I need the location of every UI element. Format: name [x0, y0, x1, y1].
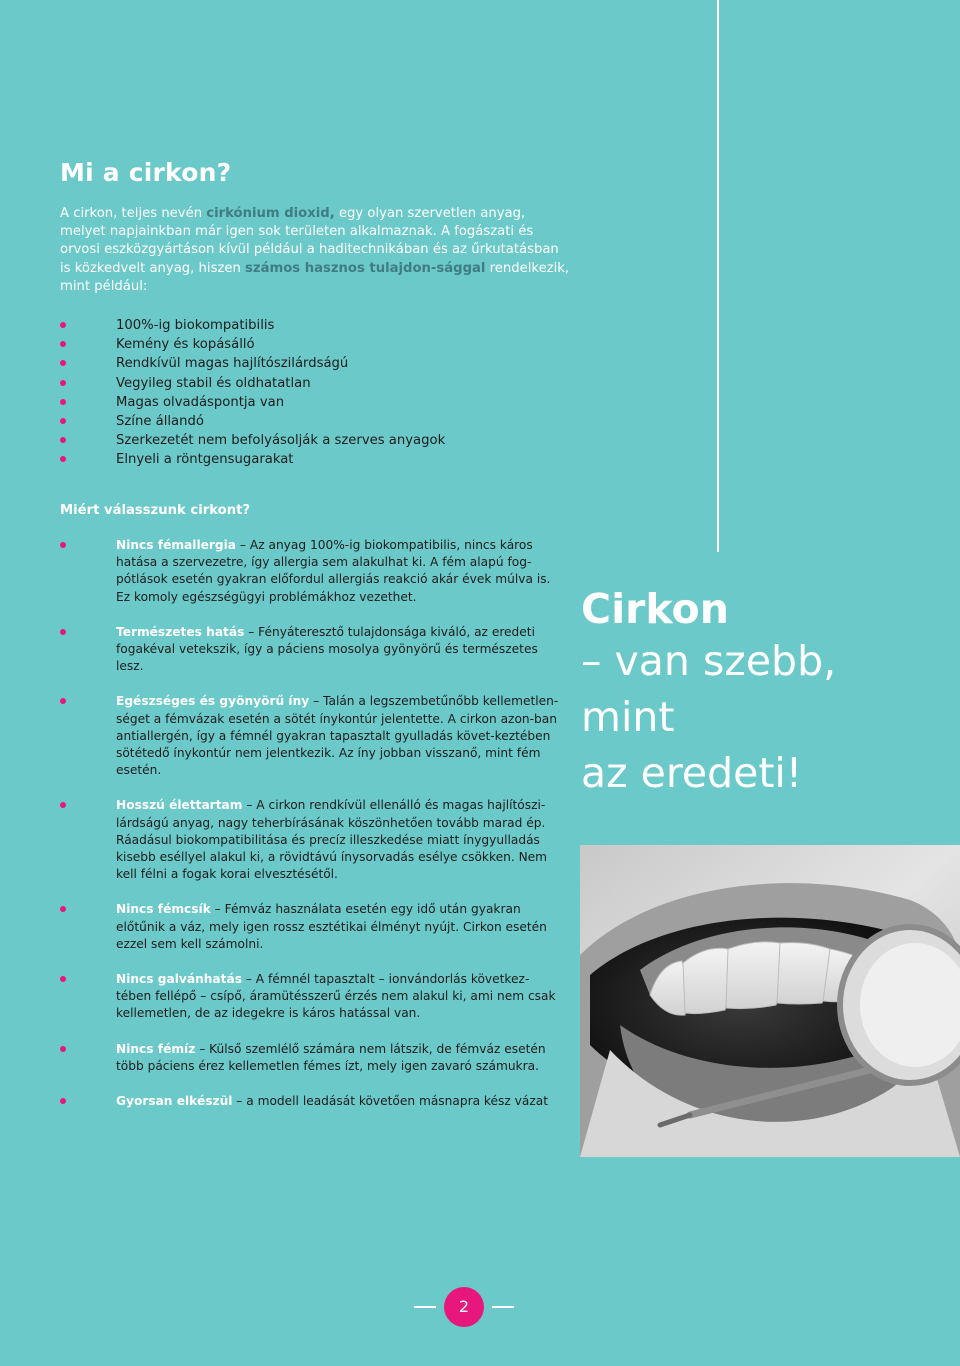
- property-item: [60, 354, 445, 373]
- reasons-list: [60, 537, 560, 1110]
- slogan-brand: Cirkon: [581, 585, 729, 633]
- dental-photo: [580, 845, 960, 1157]
- property-label: Színe állandó: [116, 414, 204, 430]
- page-number: 2: [444, 1287, 484, 1327]
- reason-item: [60, 1093, 560, 1110]
- intro-paragraph: [60, 205, 570, 296]
- reason-heading: Nincs galvánhatás: [116, 972, 242, 987]
- intro-text-2: egy olyan szervetlen anyag, melyet napjainkban már igen sok területen alkalmaznak. A fogászati és orvosi eszközgyártáson kívül például a haditechnikában és az űrkutatásban is közkedvelt anyag, hiszen: [60, 206, 559, 276]
- reason-item: [60, 693, 560, 779]
- intro-text-1: A cirkon, teljes nevén: [60, 206, 207, 221]
- property-label: Magas olvadáspontja van: [116, 394, 285, 410]
- reason-text: – Külső szemlélő számára nem látszik, de fémváz esetén több páciens érez kellemetlen fémes ízt, mely igen zavaró számukra.: [116, 1041, 546, 1073]
- reason-text: – Fényáteresztő tulajdonsága kiváló, az eredeti fogakéval vetekszik, így a páciens mosolya gyönyörű és természetes lesz.: [116, 624, 538, 674]
- bullet-dot-icon: [60, 629, 66, 635]
- reason-item: [60, 1041, 560, 1075]
- bullet-dot-icon: [60, 1098, 66, 1104]
- reason-text: – Talán a legszembetűnőbb kellemetlen-séget a fémvázak esetén a sötét ínykontúr jelentette. A cirkon azon-ban antiallergén, így a fémnél gyakran tapasztalt gyulladás követ-keztében sötétedő ínykontúr nem jelentkezik. Az íny jobban visszanő, mint fém esetén.: [116, 694, 559, 778]
- property-label: Kemény és kopásálló: [116, 337, 255, 353]
- reason-heading: Egészséges és gyönyörű íny: [116, 694, 310, 709]
- reason-heading: Hosszú élettartam: [116, 798, 243, 813]
- bullet-dot-icon: [60, 906, 66, 912]
- property-label: 100%-ig biokompatibilis: [116, 318, 275, 333]
- property-item: [60, 316, 445, 335]
- bullet-dot-icon: [60, 698, 66, 704]
- bullet-dot-icon: [60, 360, 66, 366]
- footer-dash-left: [414, 1306, 436, 1308]
- reason-heading: Nincs fémallergia: [116, 538, 237, 552]
- reason-text: – Fémváz használata esetén egy idő után gyakran előtűnik a váz, mely igen rossz esztétikai élményt nyújt. Cirkon esetén ezzel sem kell számolni.: [116, 902, 547, 951]
- reason-text: – A fémnél tapasztalt – ionvándorlás következ-tében fellépő – csípő, áramütésszerű érzés nem alakul ki, ami nem csak kellemetlen, de az idegekre is káros hatással van.: [116, 972, 556, 1021]
- bullet-dot-icon: [60, 1046, 66, 1052]
- reason-text: – A cirkon rendkívül ellenálló és magas hajlítószi-lárdságú anyag, nagy teherbírásának köszönhetően tovább marad ép. Ráadásul biokompatibilitása és precíz illeszkedése miatt ínygyulladás kisebb eséllyel alakul ki, a rövidtávú ínysorvadás esélye csökken. Nem kell félni a fogak korai elvesztésétől.: [116, 798, 548, 882]
- vertical-divider: [717, 0, 719, 552]
- reason-heading: Gyorsan elkészül: [116, 1094, 233, 1109]
- property-label: Elnyeli a röntgensugarakat: [116, 452, 294, 468]
- bullet-dot-icon: [60, 542, 66, 548]
- bullet-dot-icon: [60, 437, 66, 443]
- bullet-dot-icon: [60, 341, 66, 347]
- reason-item: [60, 901, 560, 953]
- property-item: [60, 335, 445, 354]
- property-label: Vegyileg stabil és oldhatatlan: [116, 375, 311, 391]
- bullet-dot-icon: [60, 399, 66, 405]
- bullet-dot-icon: [60, 456, 66, 462]
- intro-bold-1: cirkónium dioxid,: [206, 206, 335, 221]
- property-label: Szerkezetét nem befolyásolják a szerves anyagok: [116, 433, 446, 449]
- reason-item: [60, 971, 560, 1023]
- bullet-dot-icon: [60, 380, 66, 386]
- page-title: Mi a cirkon?: [60, 158, 232, 187]
- property-item: [60, 393, 445, 412]
- property-label: Rendkívül magas hajlítószilárdságú: [116, 356, 349, 372]
- reason-heading: Nincs fémcsík: [116, 902, 211, 917]
- reason-text: – a modell leadását követően másnapra kész vázat: [232, 1094, 549, 1109]
- property-item: [60, 412, 445, 431]
- slogan-line-2: mint: [581, 693, 675, 741]
- property-item: [60, 450, 445, 469]
- slogan: [581, 585, 836, 801]
- bullet-dot-icon: [60, 418, 66, 424]
- slogan-line-3: az eredeti!: [581, 749, 803, 797]
- reason-text: – Az anyag 100%-ig biokompatibilis, nincs káros hatása a szervezetre, így allergia sem alakulhat ki. A fém alapú fog-pótlások esetén gyakran előfordul allergiás reakció akár évek múlva is. Ez komoly egészségügyi problémákhoz vezethet.: [116, 538, 551, 604]
- property-item: [60, 374, 445, 393]
- reason-item: [60, 797, 560, 883]
- reason-item: [60, 537, 560, 606]
- footer-dash-right: [492, 1306, 514, 1308]
- slogan-line-1: – van szebb,: [581, 637, 837, 685]
- bullet-dot-icon: [60, 976, 66, 982]
- reason-item: [60, 624, 560, 676]
- bullet-dot-icon: [60, 802, 66, 808]
- property-item: [60, 431, 445, 450]
- why-title: Miért válasszunk cirkont?: [60, 503, 251, 518]
- properties-list: [60, 316, 445, 470]
- bullet-dot-icon: [60, 322, 66, 328]
- intro-text-3: rendelkezik, mint például:: [60, 260, 570, 294]
- reason-heading: Nincs fémíz: [116, 1041, 196, 1056]
- intro-bold-2: számos hasznos tulajdon-sággal: [245, 260, 486, 276]
- reason-heading: Természetes hatás: [116, 624, 245, 639]
